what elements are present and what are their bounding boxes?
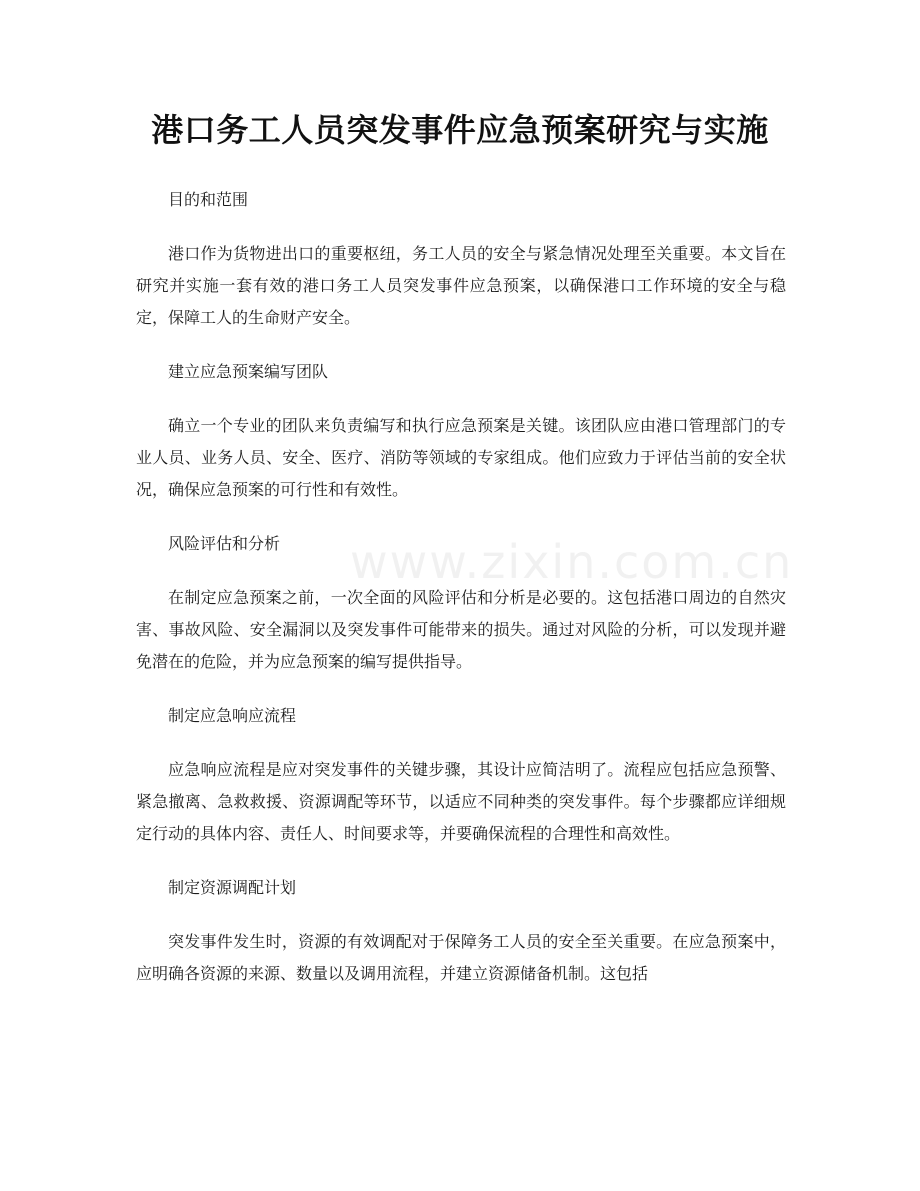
document-title: 港口务工人员突发事件应急预案研究与实施 xyxy=(151,111,769,149)
section-heading-response: 制定应急响应流程 xyxy=(168,706,297,725)
section-heading-purpose: 目的和范围 xyxy=(168,190,249,209)
section-text-risk: 在制定应急预案之前，一次全面的风险评估和分析是必要的。这包括港口周边的自然灾害、事故风险、安全漏洞以及突发事件可能带来的损失。通过对风险的分析，可以发现并避免潜在的危险，并为应急预案的编写提供指导。 xyxy=(136,588,786,671)
section-heading-team: 建立应急预案编写团队 xyxy=(168,362,329,381)
section-text-purpose: 港口作为货物进出口的重要枢纽，务工人员的安全与紧急情况处理至关重要。本文旨在研究并实施一套有效的港口务工人员突发事件应急预案，以确保港口工作环境的安全与稳定，保障工人的生命财产安全。 xyxy=(136,244,786,327)
watermark: www.zixin.com.cn xyxy=(350,535,794,589)
section-text-team: 确立一个专业的团队来负责编写和执行应急预案是关键。该团队应由港口管理部门的专业人员、业务人员、安全、医疗、消防等领域的专家组成。他们应致力于评估当前的安全状况，确保应急预案的可行性和有效性。 xyxy=(136,416,786,499)
section-heading-resources: 制定资源调配计划 xyxy=(168,878,297,897)
section-text-resources: 突发事件发生时，资源的有效调配对于保障务工人员的安全至关重要。在应急预案中，应明确各资源的来源、数量以及调用流程，并建立资源储备机制。这包括 xyxy=(136,932,786,983)
document-body xyxy=(136,184,786,1012)
section-heading-risk: 风险评估和分析 xyxy=(168,534,281,553)
section-text-response: 应急响应流程是应对突发事件的关键步骤，其设计应简洁明了。流程应包括应急预警、紧急撤离、急救救援、资源调配等环节，以适应不同种类的突发事件。每个步骤都应详细规定行动的具体内容、责任人、时间要求等，并要确保流程的合理性和高效性。 xyxy=(136,760,786,843)
